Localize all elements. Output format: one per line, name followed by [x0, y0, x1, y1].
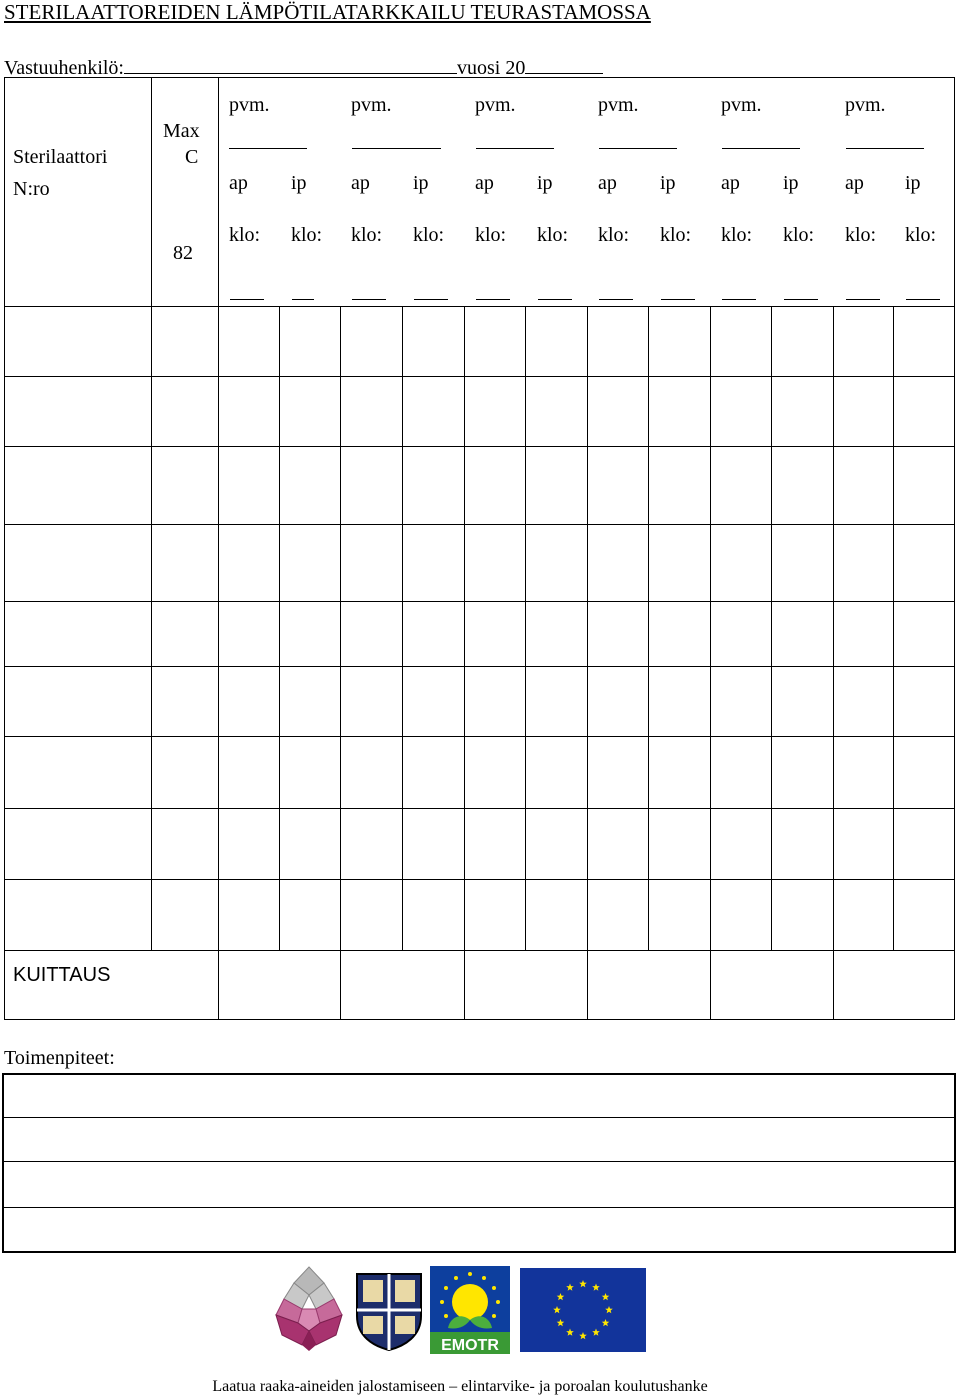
col-divider [464, 306, 465, 1020]
time-field[interactable] [661, 299, 695, 300]
col-divider [648, 306, 649, 950]
col-divider [833, 306, 834, 1020]
col-divider [402, 306, 403, 950]
actions-label: Toimenpiteet: [4, 1047, 115, 1069]
max-value: 82 [173, 242, 193, 264]
time-label: klo: [721, 224, 753, 246]
eu-flag-logo [520, 1268, 646, 1352]
col-divider [710, 306, 711, 1020]
am-label: ap [845, 172, 864, 194]
responsible-field[interactable] [124, 55, 457, 74]
col-divider [151, 78, 152, 950]
date-field[interactable] [352, 148, 441, 149]
date-field[interactable] [846, 148, 924, 149]
time-label: klo: [783, 224, 815, 246]
temperature-log-table [4, 77, 955, 1020]
time-field[interactable] [722, 299, 756, 300]
time-field[interactable] [906, 299, 940, 300]
am-label: ap [475, 172, 494, 194]
responsible-label: Vastuuhenkilö: [4, 57, 124, 79]
time-field[interactable] [784, 299, 818, 300]
col-divider [525, 306, 526, 950]
time-field[interactable] [414, 299, 448, 300]
time-field[interactable] [846, 299, 880, 300]
date-label: pvm. [721, 94, 762, 116]
row-divider [5, 808, 954, 809]
row-divider [5, 879, 954, 880]
time-label: klo: [598, 224, 630, 246]
row-divider [5, 736, 954, 737]
actions-box[interactable] [2, 1073, 956, 1253]
time-label: klo: [351, 224, 383, 246]
row-divider [5, 601, 954, 602]
actions-row-divider [4, 1117, 954, 1118]
date-label: pvm. [229, 94, 270, 116]
am-label: ap [351, 172, 370, 194]
col-divider [340, 306, 341, 1020]
row-divider [5, 950, 954, 951]
time-label: klo: [413, 224, 445, 246]
am-label: ap [229, 172, 248, 194]
time-field[interactable] [292, 299, 314, 300]
footer-text: Laatua raaka-aineiden jalostamiseen – elintarvike- ja poroalan koulutushanke [212, 1378, 708, 1395]
row-divider [5, 666, 954, 667]
row-divider [5, 376, 954, 377]
time-field[interactable] [230, 299, 264, 300]
am-label: ap [721, 172, 740, 194]
am-label: ap [598, 172, 617, 194]
actions-row-divider [4, 1207, 954, 1208]
time-field[interactable] [599, 299, 633, 300]
pm-label: ip [537, 172, 553, 194]
emotr-text: EMOTR [441, 1337, 499, 1354]
coat-of-arms-logo [355, 1272, 423, 1352]
date-label: pvm. [475, 94, 516, 116]
year-label: vuosi 20 [457, 57, 526, 79]
time-field[interactable] [352, 299, 386, 300]
year-field[interactable] [525, 55, 603, 74]
pm-label: ip [291, 172, 307, 194]
row-divider [5, 446, 954, 447]
row-divider [5, 306, 954, 307]
time-label: klo: [475, 224, 507, 246]
date-label: pvm. [598, 94, 639, 116]
pm-label: ip [413, 172, 429, 194]
time-field[interactable] [476, 299, 510, 300]
time-label: klo: [229, 224, 261, 246]
col-divider [587, 306, 588, 1020]
col-divider [279, 306, 280, 950]
row-divider [5, 524, 954, 525]
pm-label: ip [905, 172, 921, 194]
flower-logo [272, 1265, 346, 1353]
pm-label: ip [783, 172, 799, 194]
time-field[interactable] [538, 299, 572, 300]
time-label: klo: [845, 224, 877, 246]
time-label: klo: [905, 224, 937, 246]
actions-row-divider [4, 1161, 954, 1162]
max-label: Max [163, 120, 200, 142]
col-divider [771, 306, 772, 950]
date-field[interactable] [229, 148, 307, 149]
date-label: pvm. [845, 94, 886, 116]
time-label: klo: [537, 224, 569, 246]
number-label: N:ro [13, 178, 50, 200]
emotr-logo [430, 1266, 510, 1354]
sterilizer-label: Sterilaattori [13, 146, 108, 168]
date-field[interactable] [599, 148, 677, 149]
date-label: pvm. [351, 94, 392, 116]
date-field[interactable] [476, 148, 554, 149]
col-divider [893, 306, 894, 950]
time-label: klo: [291, 224, 323, 246]
unit-label: C [185, 146, 199, 168]
date-field[interactable] [722, 148, 800, 149]
time-label: klo: [660, 224, 692, 246]
pm-label: ip [660, 172, 676, 194]
acknowledgement-label: KUITTAUS [13, 964, 111, 986]
page-title: STERILAATTOREIDEN LÄMPÖTILATARKKAILU TEURASTAMOSSA [4, 0, 651, 24]
